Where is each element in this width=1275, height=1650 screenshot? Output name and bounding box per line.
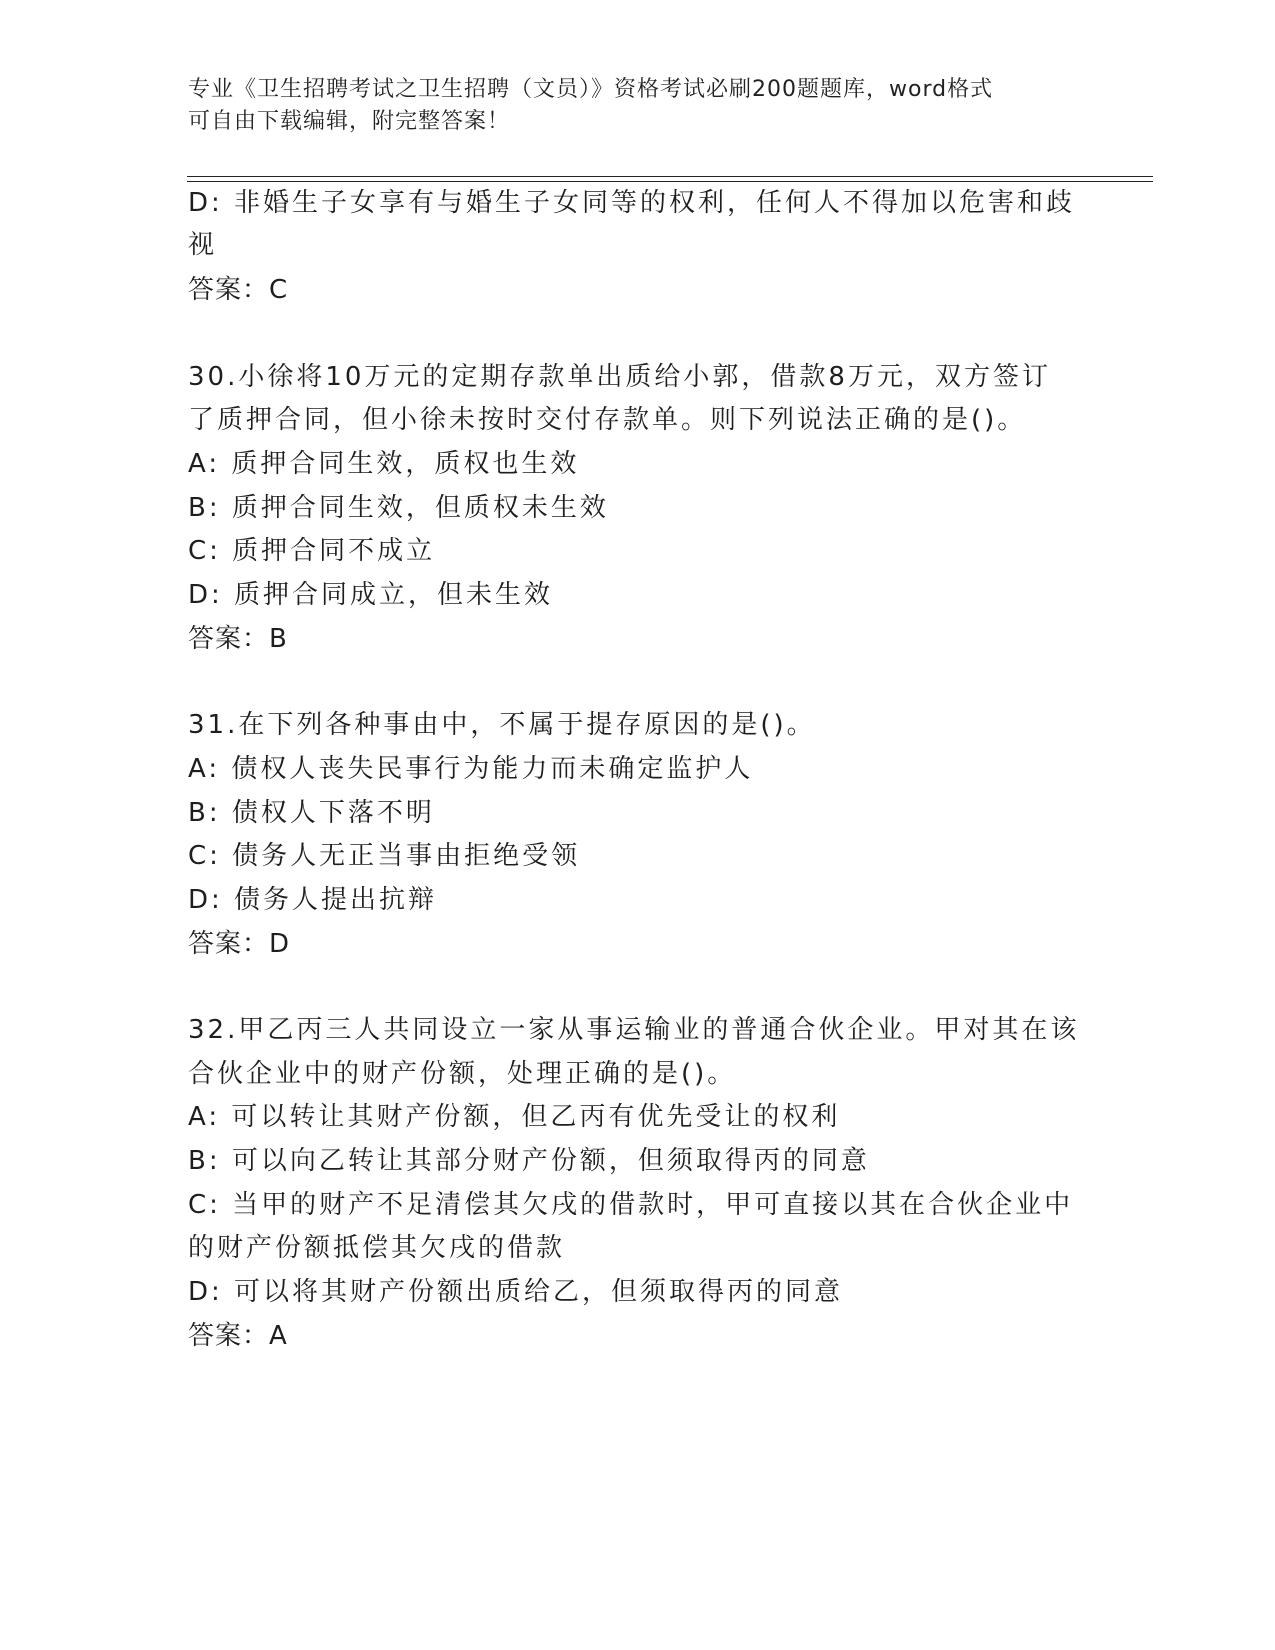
option-b: B: 质押合同生效，但质权未生效 <box>188 493 609 523</box>
option-d: D: 债务人提出抗辩 <box>188 885 438 915</box>
header-divider-bottom <box>187 181 1153 182</box>
answer-label: 答案：C <box>188 275 289 305</box>
option-d-line-1: D: 非婚生子女享有与婚生子女同等的权利，任何人不得加以危害和歧 <box>188 188 1076 218</box>
option-c-line-2: 的财产份额抵偿其欠戌的借款 <box>188 1233 566 1263</box>
answer-label: 答案：A <box>188 1321 288 1351</box>
option-a: A: 可以转让其财产份额，但乙丙有优先受让的权利 <box>188 1102 841 1132</box>
question-stem-line-1: 30.小徐将10万元的定期存款单出质给小郭，借款8万元，双方签订 <box>188 362 1051 392</box>
question-stem-line-1: 32.甲乙丙三人共同设立一家从事运输业的普通合伙企业。甲对其在该 <box>188 1015 1080 1045</box>
header-line-2: 可自由下载编辑，附完整答案！ <box>188 109 511 134</box>
header-divider-top <box>187 176 1153 177</box>
answer-label: 答案：B <box>188 624 288 654</box>
document-header <box>188 74 1088 138</box>
option-c: C: 债务人无正当事由拒绝受领 <box>188 841 581 871</box>
option-d-line-2: 视 <box>188 230 218 260</box>
option-a: A: 质押合同生效，质权也生效 <box>188 449 580 479</box>
question-stem-line-2: 合伙企业中的财产份额，处理正确的是()。 <box>188 1059 737 1089</box>
option-d: D: 可以将其财产份额出质给乙，但须取得丙的同意 <box>188 1277 844 1307</box>
option-a: A: 债权人丧失民事行为能力而未确定监护人 <box>188 754 754 784</box>
header-line-1: 专业《卫生招聘考试之卫生招聘（文员）》资格考试必刷200题题库，word格式 <box>188 77 994 102</box>
option-c: C: 质押合同不成立 <box>188 536 436 566</box>
option-c-line-1: C: 当甲的财产不足清偿其欠戌的借款时，甲可直接以其在合伙企业中 <box>188 1190 1074 1220</box>
answer-label: 答案：D <box>188 929 291 959</box>
question-stem-line-2: 了质押合同，但小徐未按时交付存款单。则下列说法正确的是()。 <box>188 405 1027 435</box>
option-d: D: 质押合同成立，但未生效 <box>188 580 554 610</box>
question-stem-line-1: 31.在下列各种事由中，不属于提存原因的是()。 <box>188 710 816 740</box>
option-b: B: 债权人下落不明 <box>188 798 435 828</box>
option-b: B: 可以向乙转让其部分财产份额，但须取得丙的同意 <box>188 1146 870 1176</box>
